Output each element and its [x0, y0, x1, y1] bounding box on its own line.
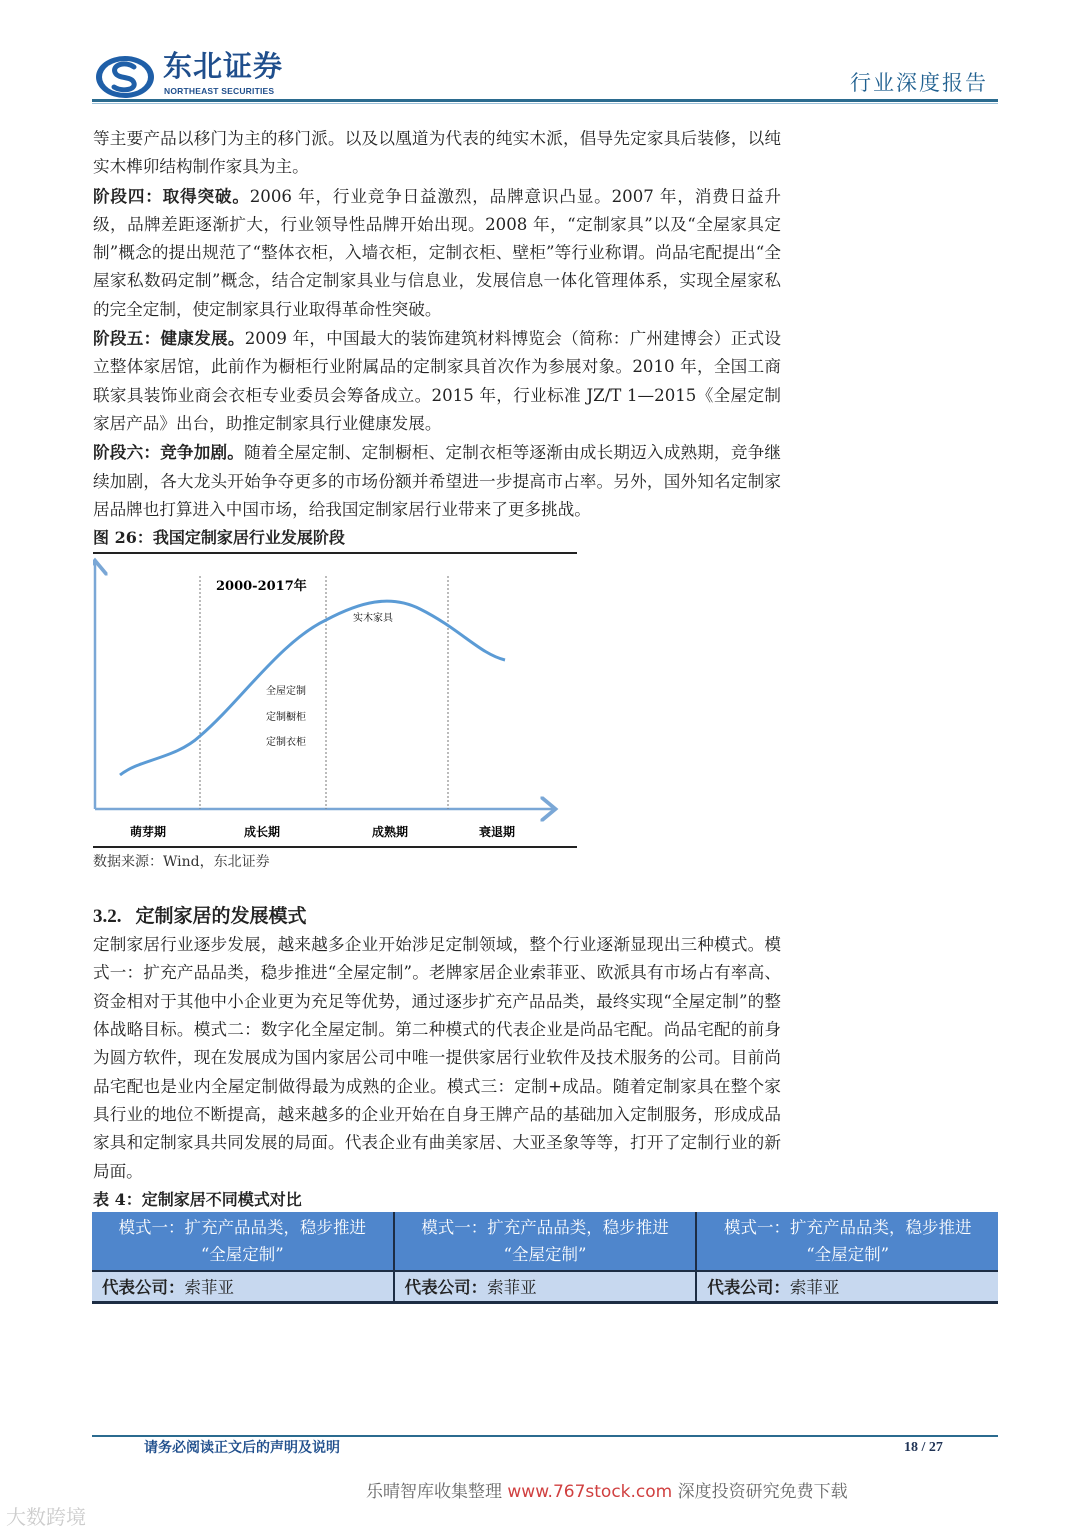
- paragraph-stage-6: [93, 438, 781, 524]
- paragraph-text: 2006 年，行业竞争日益激烈，品牌意识凸显。2007 年，消费日益升级，品牌差距逐渐扩大，行业领导性品牌开始出现。2008 年，“定制家具”以及“全屋家具定制”概念的提出规范了“整体衣柜，入墙衣柜，定制衣柜、壁柜”等行业称谓。尚品宅配提出“全屋家私数码定制”概念，结合定制家具业与信息业，发展信息一体化管理体系，实现全屋家私的完全定制，使定制家具行业取得革命性突破。: [93, 186, 781, 319]
- peak-label: 实木家具: [353, 613, 393, 625]
- report-type: 行业深度报告: [850, 71, 988, 95]
- paragraph-text: 随着全屋定制、定制橱柜、定制衣柜等逐渐由成长期迈入成熟期，竞争继续加剧，各大龙头开始争夺更多的市场份额并希望进一步提高市占率。另外，国外知名定制家居品牌也打算进入中国市场，给我国定制家居行业带来了更多挑战。: [93, 443, 782, 519]
- table-header-cell: [92, 1212, 394, 1271]
- modes-comparison-table: [92, 1212, 998, 1304]
- section-title: 定制家居的发展模式: [135, 905, 307, 928]
- logo-subtitle: NORTHEAST SECURITIES: [164, 86, 275, 96]
- header-line: “全屋定制”: [200, 1244, 284, 1264]
- header-divider: [92, 99, 998, 102]
- header-line: “全屋定制”: [503, 1244, 587, 1264]
- watermark-url: www.767stock.com: [507, 1482, 673, 1502]
- watermark: [366, 1481, 848, 1503]
- table-header-row: [92, 1212, 998, 1271]
- header-divider-light: [92, 103, 998, 104]
- figure-source: 数据来源：Wind，东北证券: [93, 854, 270, 871]
- header-line: 模式一：扩充产品品类，稳步推进: [421, 1217, 669, 1237]
- page-number: 18 / 27: [904, 1440, 943, 1455]
- stage-label: 成长期: [243, 825, 281, 840]
- section-paragraph: 定制家居行业逐步发展，越来越多企业开始涉足定制领域，整个行业逐渐显现出三种模式。模式一：扩充产品品类，稳步推进“全屋定制”。老牌家居企业索菲亚、欧派具有市场占有率高、资金相对于其他中小企业更为充足等优势，通过逐步扩充产品品类，最终实现“全屋定制”的整体战略目标。模式二：数字化全屋定制。第二种模式的代表企业是尚品宅配。尚品宅配的前身为圆方软件，现在发展成为国内家居公司中唯一提供家居行业软件及技术服务的公司。目前尚品宅配也是业内全屋定制做得最为成熟的企业。模式三：定制+成品。随着定制家具在整个家具行业的地位不断提高，越来越多的企业开始在自身王牌产品的基础加入定制服务，形成成品家具和定制家具共同发展的局面。代表企业有曲美家居、大亚圣象等等，打开了定制行业的新局面。: [93, 935, 781, 1181]
- growth-label: 定制衣柜: [266, 737, 306, 749]
- paragraph-heading: 阶段四：取得突破。: [93, 185, 250, 206]
- section-heading: [93, 902, 781, 931]
- paragraph-stage-5: [93, 324, 781, 438]
- industry-lifecycle-diagram: [93, 554, 577, 846]
- paragraph-text: 等主要产品以移门为主的移门派。以及以凰道为代表的纯实木派，倡导先定家具后装修，以纯实木榫卯结构制作家具为主。: [93, 129, 781, 177]
- table-title: 表 4：定制家居不同模式对比: [93, 1189, 302, 1209]
- table-cell: [696, 1271, 998, 1303]
- table-cell: [92, 1271, 394, 1303]
- lifecycle-curve: [120, 601, 505, 775]
- footer-divider: [92, 1435, 998, 1437]
- period-label: 2000-2017年: [216, 579, 307, 595]
- cell-value: 索菲亚: [184, 1278, 234, 1298]
- table-header-cell: [394, 1212, 697, 1271]
- paragraph-text: 2009 年，中国最大的装饰建筑材料博览会（简称：广州建博会）正式设立整体家居馆，此前作为橱柜行业附属品的定制家具首次作为参展对象。2010 年，全国工商联家具装饰业商会衣柜专业委员会筹备成立。2015 年，行业标准 JZ/T 1—2015《全屋定制家居产品》出台，助推定制家具行业健康发展。: [93, 329, 781, 433]
- paragraph-stage-4: [93, 182, 781, 324]
- figure-title: 图 26：我国定制家居行业发展阶段: [93, 526, 577, 554]
- stage-label: 成熟期: [371, 825, 409, 840]
- main-column: [93, 125, 972, 1304]
- stage-label: 萌芽期: [129, 825, 167, 840]
- header-line: 模式一：扩充产品品类，稳步推进: [118, 1217, 367, 1237]
- watermark-text: 深度投资研究免费下载: [672, 1482, 848, 1502]
- stage-label: 衰退期: [478, 825, 516, 840]
- paragraph-heading: 阶段五：健康发展。: [93, 328, 245, 349]
- watermark-text: 乐晴智库收集整理: [366, 1482, 508, 1502]
- cell-value: 索菲亚: [789, 1278, 840, 1298]
- company-logo-icon: [94, 54, 156, 100]
- header-line: 模式一：扩充产品品类，稳步推进: [723, 1217, 972, 1237]
- section-number: 3.2.: [93, 906, 122, 928]
- paragraph: [93, 125, 781, 182]
- growth-label: 定制橱柜: [266, 712, 306, 724]
- table-header-cell: [696, 1212, 998, 1271]
- table-row: [92, 1271, 998, 1303]
- logo-text: 东北证券: [163, 49, 284, 83]
- figure: [93, 554, 577, 848]
- growth-label: 全屋定制: [266, 686, 306, 698]
- cell-label: 代表公司：: [102, 1278, 185, 1298]
- footer-disclaimer: 请务必阅读正文后的声明及说明: [144, 1440, 340, 1456]
- paragraph-heading: 阶段六：竞争加剧。: [93, 442, 245, 463]
- cell-label: 代表公司：: [707, 1278, 790, 1298]
- corner-watermark: 大数跨境: [6, 1505, 86, 1529]
- cell-value: 索菲亚: [487, 1278, 537, 1298]
- table-cell: [394, 1271, 697, 1303]
- header-line: “全屋定制”: [806, 1244, 890, 1264]
- cell-label: 代表公司：: [404, 1278, 488, 1298]
